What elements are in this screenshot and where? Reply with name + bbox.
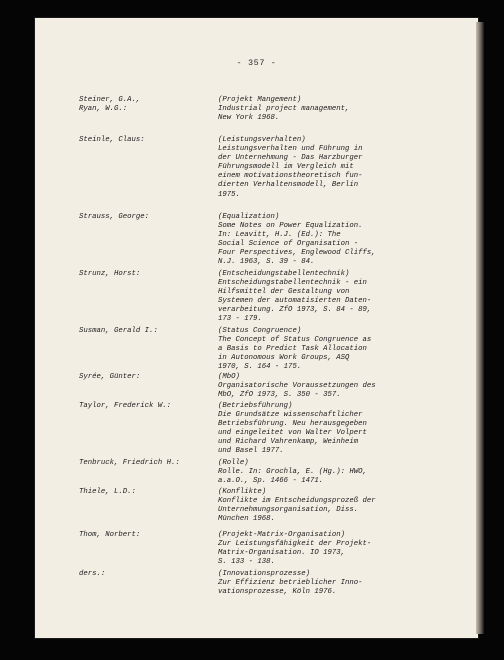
entry-line: New York 1968.: [218, 114, 280, 123]
entry-author: Steinle, Claus:: [79, 136, 145, 144]
entry-line: Matrix-Organisation. IO 1973,: [218, 549, 345, 558]
book-binding-edge: [476, 22, 484, 634]
entry-line: vationsprozesse, Köln 1976.: [218, 588, 337, 597]
entry-line: Some Notes on Power Equalization.: [218, 222, 363, 231]
entry-keyword: (Rolle): [218, 459, 249, 467]
entry-line: S. 133 - 138.: [218, 558, 275, 567]
entry-line: und Richard Vahrenkamp, Weinheim: [218, 438, 359, 447]
entry-line: einem motivationstheoretisch fun-: [218, 172, 363, 181]
document-page: [35, 18, 478, 638]
entry-line: 1970, S. 164 - 175.: [218, 363, 302, 372]
entry-reference: [218, 570, 458, 597]
entry-reference: [218, 96, 458, 123]
entry-line: Leistungsverhalten und Führung in: [218, 145, 363, 154]
entry-author: Syrée, Günter:: [79, 373, 141, 381]
entry-keyword: (Innovationsprozesse): [218, 570, 310, 578]
entry-keyword: (MbO): [218, 373, 240, 381]
entry-keyword: (Betriebsführung): [218, 402, 293, 410]
entry-author: Strauss, George:: [79, 213, 150, 221]
entry-author: Steiner, G.A., Ryan, W.G.:: [79, 96, 141, 114]
entry-author: Strunz, Horst:: [79, 270, 141, 278]
entry-keyword: (Projekt Mangement): [218, 96, 302, 104]
entry-reference: [218, 459, 458, 486]
entry-line: Konflikte im Entscheidungsprozeß der: [218, 497, 376, 506]
entry-author: Taylor, Frederick W.:: [79, 402, 171, 410]
page-number: - 357 -: [236, 58, 277, 68]
entry-keyword: (Status Congruence): [218, 327, 302, 335]
entry-line: Betriebsführung. Neu herausgegeben: [218, 420, 367, 429]
entry-reference: [218, 213, 458, 268]
entry-reference: [218, 488, 458, 524]
entry-line: The Concept of Status Congruence as: [218, 336, 372, 345]
entry-reference: [218, 136, 458, 200]
entry-line: der Unternehmung - Das Harzburger: [218, 154, 363, 163]
entry-line: Four Perspectives, Englewood Cliffs,: [218, 249, 376, 258]
entry-author: ders.:: [79, 570, 106, 578]
entry-keyword: (Leistungsverhalten): [218, 136, 306, 144]
entry-line: Organisatorische Voraussetzungen des: [218, 382, 376, 391]
entry-reference: [218, 402, 458, 457]
entry-line: in Autonomous Work Groups, ASQ: [218, 354, 350, 363]
entry-line: Die Grundsätze wissenschaftlicher: [218, 411, 363, 420]
entry-line: In: Leavitt, H.J. (Ed.): The: [218, 231, 341, 240]
entry-keyword: (Konflikte): [218, 488, 267, 496]
entry-line: Hilfsmittel der Gestaltung von: [218, 288, 350, 297]
entry-keyword: (Projekt-Matrix-Organisation): [218, 531, 345, 539]
entry-line: a Basis to Predict Task Allocation: [218, 345, 367, 354]
entry-line: 173 - 179.: [218, 315, 262, 324]
entry-line: MbO, ZfO 1973, S. 350 - 357.: [218, 391, 341, 400]
entry-line: dierten Verhaltensmodell, Berlin: [218, 181, 359, 190]
entry-reference: [218, 270, 458, 325]
entry-line: N.J. 1963, S. 39 - 84.: [218, 258, 315, 267]
entry-reference: [218, 373, 458, 400]
entry-author: Thiele, L.D.:: [79, 488, 136, 496]
entry-line: Industrial project management,: [218, 105, 350, 114]
entry-keyword: (Entscheidungstabellentechnik): [218, 270, 350, 278]
entry-line: 1975.: [218, 190, 240, 199]
entry-line: und Basel 1977.: [218, 447, 284, 456]
entry-reference: [218, 327, 458, 372]
entry-author: Thom, Norbert:: [79, 531, 141, 539]
entry-line: Social Science of Organisation -: [218, 240, 359, 249]
entry-line: Zur Effizienz betrieblicher Inno-: [218, 579, 363, 588]
entry-author: Susman, Gerald I.:: [79, 327, 158, 335]
entry-line: Entscheidungstabellentechnik - ein: [218, 279, 367, 288]
entry-reference: [218, 531, 458, 567]
entry-line: Systemen der automatisierten Daten-: [218, 297, 372, 306]
entry-line: Führungsmodell im Vergleich mit: [218, 163, 354, 172]
entry-keyword: (Equalization): [218, 213, 280, 221]
entry-line: Unternehmungsorganisation, Diss.: [218, 506, 359, 515]
entry-line: und eingeleitet von Walter Volpert: [218, 429, 367, 438]
entry-line: verarbeitung. ZfO 1973, S. 84 - 89,: [218, 306, 372, 315]
entry-line: Rolle. In: Grochla, E. (Hg.): HWO,: [218, 468, 367, 477]
entry-line: München 1968.: [218, 515, 275, 524]
entry-line: a.a.O., Sp. 1466 - 1471.: [218, 477, 324, 486]
entry-author: Tenbruck, Friedrich H.:: [79, 459, 180, 467]
entry-line: Zur Leistungsfähigkeit der Projekt-: [218, 540, 372, 549]
